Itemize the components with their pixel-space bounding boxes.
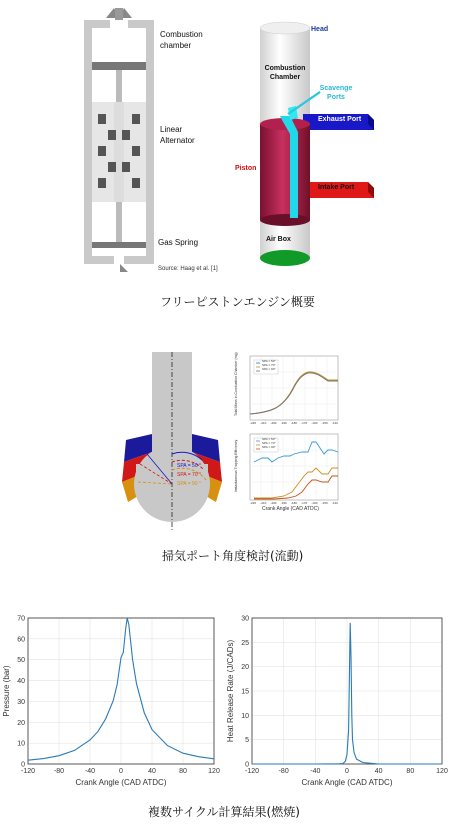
spa-label-90: SPA = 90 ° [177, 481, 202, 487]
label-combustion-chamber-3d: Combustion Chamber [264, 65, 306, 81]
y-tick-label: 0 [245, 761, 249, 769]
spa-label-70: SPA = 70 ° [177, 472, 202, 478]
legend-entry: SPA = 50° [262, 437, 276, 441]
x-tick-label: 0 [119, 768, 123, 775]
tick-label: -190 [280, 421, 287, 425]
x-tick-label: 0 [345, 768, 349, 775]
x-axis-label: Crank Angle (CAD ATDC) [301, 778, 393, 787]
label-intake-port: Intake Port [318, 184, 355, 191]
tick-label: -220 [250, 501, 257, 505]
bottom-plot-ylabel: Instantaneous Trapping Efficiency [234, 439, 238, 493]
caption-fig1: フリーピストンエンジン概要 [160, 295, 315, 309]
label-head: Head [311, 26, 329, 33]
caption-fig2: 掃気ポート角度検討(流動) [162, 549, 304, 563]
y-tick-label: 40 [17, 678, 25, 686]
label-linear-alternator: Linear Alternator [160, 125, 195, 145]
y-tick-label: 10 [17, 740, 25, 748]
pressure-chart [0, 608, 226, 794]
heat-release-chart [228, 608, 454, 794]
label-combustion-chamber: Combustion chamber [160, 30, 203, 50]
label-air-box: Air Box [266, 236, 291, 243]
tick-label: -160 [311, 421, 318, 425]
y-tick-label: 10 [241, 712, 249, 720]
legend-entry: SPA = 90° [262, 445, 276, 449]
scavenge-plots [232, 350, 342, 520]
label-scavenge-ports: Scavenge Ports [319, 85, 353, 101]
tick-label: -140 [331, 421, 338, 425]
tick-label: -180 [290, 421, 297, 425]
tick-label: -210 [260, 501, 267, 505]
fpe-schematic-left [84, 2, 154, 272]
x-tick-label: 80 [406, 768, 415, 775]
tick-label: -220 [250, 421, 257, 425]
x-tick-label: 40 [374, 768, 383, 775]
tick-label: -140 [331, 501, 338, 505]
x-tick-label: 120 [208, 768, 220, 775]
fpe-3d-model [228, 8, 388, 280]
y-tick-label: 5 [245, 737, 249, 745]
tick-label: -160 [311, 501, 318, 505]
spa-label-50: SPA = 50 ° [177, 463, 202, 469]
y-tick-label: 25 [241, 639, 249, 647]
x-tick-label: -120 [20, 768, 36, 775]
legend-entry: SPA = 50° [262, 359, 276, 363]
bottom-plot-xlabel: Crank Angle (CAD ATDC) [262, 506, 319, 512]
x-tick-label: -80 [278, 768, 289, 775]
x-tick-label: -40 [310, 768, 321, 775]
tick-label: -200 [270, 501, 277, 505]
y-tick-label: 30 [241, 615, 249, 623]
x-tick-label: -80 [53, 768, 65, 775]
tick-label: -170 [301, 421, 308, 425]
x-tick-label: 40 [148, 768, 156, 775]
y-tick-label: 20 [17, 719, 25, 727]
tick-label: -150 [321, 421, 328, 425]
top-plot-xticks [250, 421, 338, 425]
legend-entry: SPA = 70° [262, 363, 276, 367]
y-tick-label: 0 [21, 761, 25, 769]
scavenge-port-geometry [112, 352, 232, 536]
top-plot-legend [262, 359, 276, 371]
x-tick-label: -40 [84, 768, 96, 775]
tick-label: -150 [321, 501, 328, 505]
label-piston: Piston [235, 165, 257, 172]
y-axis-label: Pressure (bar) [2, 665, 11, 717]
caption-fig3: 複数サイクル計算結果(燃焼) [148, 805, 300, 819]
y-tick-label: 20 [241, 664, 249, 672]
y-tick-label: 60 [17, 636, 25, 644]
y-axis-label: Heat Release Rate (J/CADs) [226, 639, 235, 743]
tick-label: -200 [270, 421, 277, 425]
y-tick-label: 15 [241, 688, 249, 696]
label-exhaust-port: Exhaust Port [318, 116, 362, 123]
x-tick-label: 80 [179, 768, 187, 775]
label-gas-spring: Gas Spring [158, 238, 199, 247]
top-plot-ylabel: Total Mass in Combustion Chamber (mg) [234, 352, 238, 416]
tick-label: -190 [280, 501, 287, 505]
tick-label: -180 [290, 501, 297, 505]
label-source: Source: Haag et al. [1] [158, 266, 218, 272]
y-tick-label: 70 [17, 615, 25, 623]
tick-label: -210 [260, 421, 267, 425]
x-axis-label: Crank Angle (CAD ATDC) [75, 778, 167, 787]
tick-label: -170 [301, 501, 308, 505]
bottom-plot-legend [262, 437, 276, 449]
bottom-plot-xticks [250, 501, 338, 505]
x-tick-label: 120 [436, 768, 448, 775]
legend-entry: SPA = 70° [262, 441, 276, 445]
legend-entry: SPA = 90° [262, 367, 276, 371]
x-tick-label: -120 [244, 768, 260, 775]
y-tick-label: 30 [17, 698, 25, 706]
y-tick-label: 50 [17, 657, 25, 665]
